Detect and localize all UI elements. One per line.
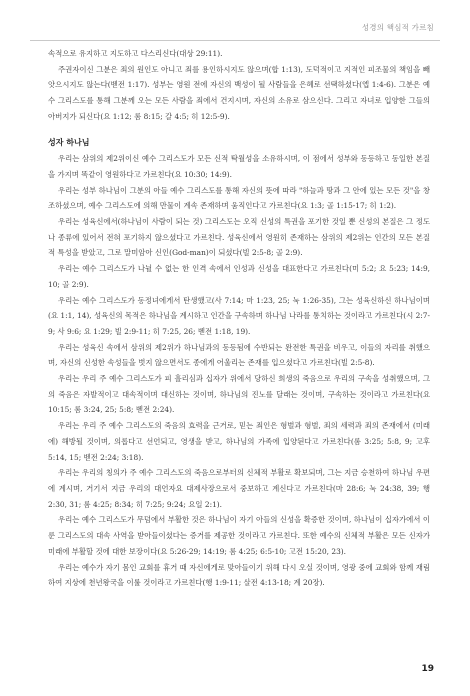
- body-paragraph: 주권자이신 그분은 죄의 원인도 아니고 죄를 용인하시지도 않으며(합 1:13), 도덕적이고 지적인 피조물의 책임을 빼앗으시지도 않는다(벧전 1:17). 성부는 영원 전에 자신의 백성이 될 사람들을 은혜로 선택하셨다(엡 1:4-6). 그분은 예수 그리스도를 통해 그분께 오는 모든 사람을 죄에서 건지시며, 자신의 소유로 삼으신다. 그리고 자녀로 입양한 그들의 아버지가 되신다(요 1:12; 롬 8:15; 갈 4:5; 히 12:5-9).: [48, 64, 430, 121]
- body-paragraph: 우리는 성부 하나님이 그분의 아들 예수 그리스도를 통해 자신의 뜻에 따라 "하늘과 땅과 그 안에 있는 모든 것"을 창조하셨으며, 예수 그리스도에 의해 만물이 계속 존재하며 움직인다고 가르친다(요 1:3; 골 1:15-17; 히 1:2).: [48, 185, 430, 211]
- body-paragraph: 우리는 예수 그리스도가 동정녀에게서 탄생했고(사 7:14; 마 1:23, 25; 눅 1:26-35), 그는 성육신하신 하나님이며(요 1:1, 14), 성육신의 목적은 하나님을 계시하고 인간을 구속하며 하나님 나라를 통치하는 것이라고 가르친다(시 2:7-9; 사 9:6; 요 1:29; 빌 2:9-11; 히 7:25, 26; 벧전 1:18, 19).: [48, 295, 430, 336]
- section-heading: 성자 하나님: [48, 137, 90, 147]
- body-paragraph: 우리는 우리 주 예수 그리스도의 죽음의 효력을 근거로, 믿는 죄인은 형벌과 형벌, 죄의 세력과 죄의 존재에서 (미래에) 해방될 것이며, 의롭다고 선언되고, 영생을 받고, 하나님의 가족에 입양된다고 가르친다(롬 3:25; 5:8, 9; 고후 5:14, 15; 벧전 2:24; 3:18).: [48, 421, 430, 462]
- body-paragraph: 우리는 성육신에서(하나님이 사람이 되는 것) 그리스도는 오직 신성의 특권을 포기한 것일 뿐 신성의 본질은 그 정도나 종류에 있어서 전혀 포기하지 않으셨다고 가르친다. 성육신에서 영원히 존재하는 삼위의 제2위는 인간의 모든 본질적 특성을 받았고, 그로 말미암아 신인(God-man)이 되셨다(빌 2:5-8; 골 2:9).: [48, 217, 430, 258]
- page-number: 19: [421, 664, 434, 674]
- running-head: 성경의 핵심적 가르침: [361, 23, 434, 32]
- body-paragraph: 우리는 삼위의 제2위이신 예수 그리스도가 모든 신적 탁월성을 소유하시며, 이 점에서 성부와 동등하고 동일한 본질을 가지며 똑같이 영원하다고 가르친다(요 10:30; 14:9).: [48, 154, 430, 179]
- body-paragraph: 우리는 우리의 칭의가 주 예수 그리스도의 죽음으로부터의 신체적 부활로 확보되며, 그는 지금 승천하여 하나님 우편에 계시며, 거기서 지금 우리의 대언자요 대제사장으로서 중보하고 계신다고 가르친다(마 28:6; 눅 24:38, 39; 행 2:30, 31; 롬 4:25; 8:34; 히 7:25; 9:24; 요일 2:1).: [48, 468, 430, 509]
- body-paragraph: 우리는 예수가 자기 몸인 교회를 휴거 때 자신에게로 맞아들이기 위해 다시 오실 것이며, 영광 중에 교회와 함께 재림하여 지상에 천년왕국을 이룰 것이라고 가르친다(행 1:9-11; 살전 4:13-18; 계 20장).: [48, 562, 430, 588]
- body-paragraph: 우리는 우리 주 예수 그리스도가 피 흘리심과 십자가 위에서 당하신 희생의 죽음으로 우리의 구속을 성취했으며, 그의 죽음은 자발적이고 대속적이며 대신하는 것이며, 하나님의 진노를 달래는 것이며, 구속하는 것이라고 가르친다(요 10:15; 롬 3:24, 25; 5:8; 벧전 2:24).: [48, 374, 430, 415]
- body-paragraph: 우리는 예수 그리스도가 무덤에서 부활한 것은 하나님이 자기 아들의 신성을 확증한 것이며, 하나님이 십자가에서 이룬 그리스도의 대속 사역을 받아들이셨다는 증거를 제공한 것이라고 가르친다. 또한 예수의 신체적 부활은 모든 신자가 미래에 부활할 것에 대한 보장이다(요 5:26-29; 14:19; 롬 4:25; 6:5-10; 고전 15:20, 23).: [48, 515, 430, 556]
- page-body: [48, 46, 430, 591]
- body-paragraph: 우리는 성육신 속에서 삼위의 제2위가 하나님과의 동등됨에 수반되는 완전한 특권을 비우고, 이들의 자리를 취했으며, 자신의 신성한 속성들을 벗지 않으면서도 종에게 어울리는 존재를 입으셨다고 가르친다(빌 2:5-8).: [48, 342, 430, 368]
- body-paragraph: 우리는 예수 그리스도가 나뉠 수 없는 한 인격 속에서 인성과 신성을 대표한다고 가르친다(미 5:2; 요 5:23; 14:9, 10; 골 2:9).: [48, 264, 430, 289]
- header-rule: [30, 40, 440, 41]
- body-paragraph: 속적으로 유지하고 지도하고 다스리신다(대상 29:11).: [48, 49, 223, 58]
